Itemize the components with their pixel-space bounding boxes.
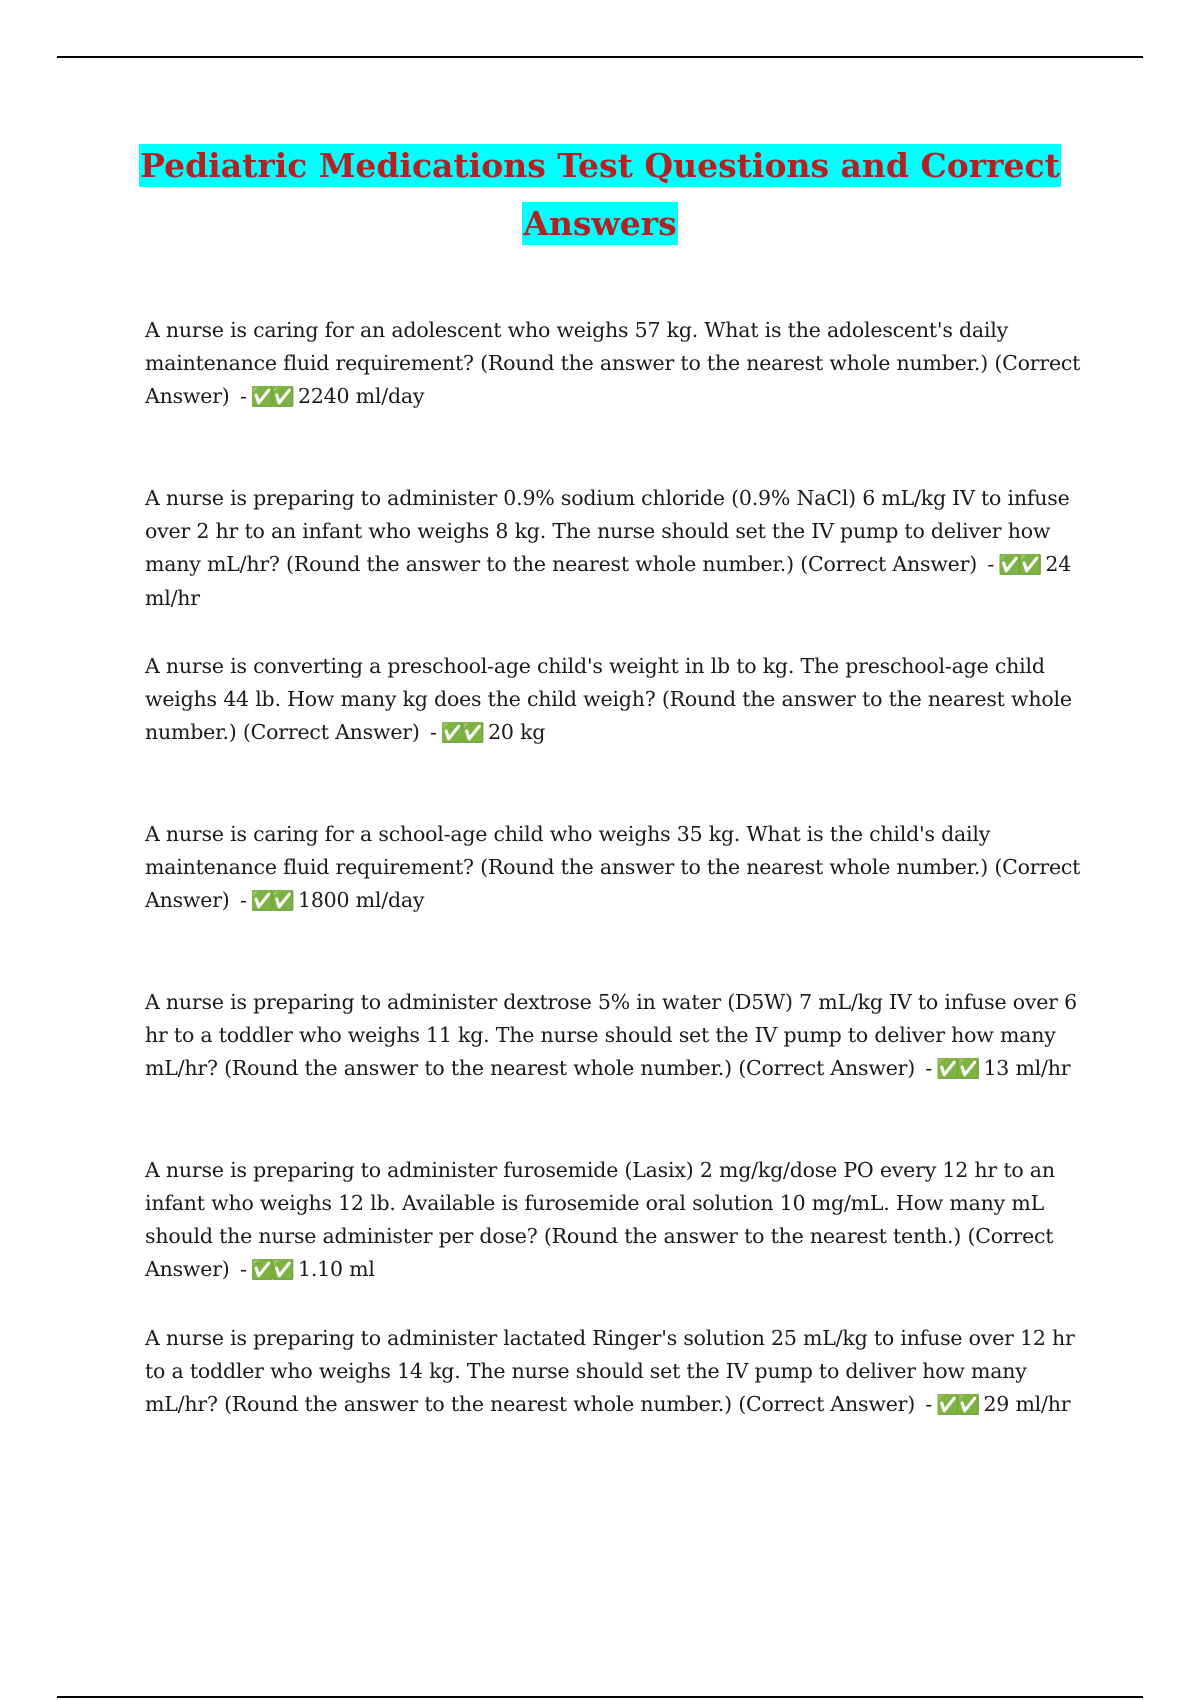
- question-item: [145, 818, 1100, 986]
- top-rule: [57, 56, 1143, 58]
- double-check-icon: ✅✅: [936, 1058, 978, 1080]
- double-check-icon: ✅✅: [440, 722, 483, 744]
- answer-separator: -: [925, 1392, 933, 1416]
- answer-text: 13 ml/hr: [983, 1056, 1071, 1080]
- question-text: A nurse is converting a preschool-age child's weight in lb to kg. The preschool-age child weighs 44 lb. How many kg does the child weigh? (Round the answer to the nearest whole number.) (Correct Answer): [145, 654, 1072, 744]
- answer-text: 29 ml/hr: [983, 1392, 1071, 1416]
- double-check-icon: ✅✅: [998, 554, 1040, 576]
- answer-separator: -: [430, 720, 437, 744]
- answer-separator: -: [987, 552, 995, 576]
- title-block: [100, 140, 1100, 256]
- answer-separator: -: [239, 1257, 247, 1281]
- answer-separator: -: [239, 888, 247, 912]
- double-check-icon: ✅✅: [936, 1394, 978, 1416]
- page-title: Pediatric Medications Test Questions and Correct Answers: [140, 146, 1060, 243]
- double-check-icon: ✅✅: [250, 1259, 292, 1281]
- answer-text: 1800 ml/day: [298, 888, 425, 912]
- answer-separator: -: [239, 384, 247, 408]
- question-text: A nurse is preparing to administer 0.9% sodium chloride (0.9% NaCl) 6 mL/kg IV to infuse over 2 hr to an infant who weighs 8 kg. The nurse should set the IV pump to deliver how many mL/hr? (Round the answer to the nearest whole number.) (Correct Answer): [145, 486, 1070, 576]
- answer-text: 2240 ml/day: [298, 384, 425, 408]
- question-item: [145, 314, 1100, 482]
- question-text: A nurse is preparing to administer lactated Ringer's solution 25 mL/kg to infuse over 12 hr to a toddler who weighs 14 kg. The nurse should set the IV pump to deliver how many mL/hr? (Round the answer to the nearest whole number.) (Correct Answer): [145, 1326, 1075, 1416]
- double-check-icon: ✅✅: [250, 386, 292, 408]
- question-text: A nurse is caring for an adolescent who weighs 57 kg. What is the adolescent's daily maintenance fluid requirement? (Round the answer to the nearest whole number.) (Correct Answer): [145, 318, 1081, 408]
- question-item: [145, 650, 1100, 818]
- answer-text: 24 ml/hr: [145, 552, 1072, 610]
- answer-text: 1.10 ml: [298, 1257, 375, 1281]
- answer-separator: -: [925, 1056, 933, 1080]
- question-text: A nurse is preparing to administer furosemide (Lasix) 2 mg/kg/dose PO every 12 hr to an infant who weighs 12 lb. Available is furosemide oral solution 10 mg/mL. How many mL should the nurse administer per dose? (Round the answer to the nearest tenth.) (Correct Answer): [145, 1158, 1055, 1281]
- answer-text: 20 kg: [488, 720, 546, 744]
- question-item: [145, 482, 1100, 650]
- question-item: [145, 1154, 1100, 1322]
- question-text: A nurse is preparing to administer dextrose 5% in water (D5W) 7 mL/kg IV to infuse over 6 hr to a toddler who weighs 11 kg. The nurse should set the IV pump to deliver how many mL/hr? (Round the answer to the nearest whole number.) (Correct Answer): [145, 990, 1077, 1080]
- question-list: [145, 314, 1100, 1490]
- double-check-icon: ✅✅: [250, 890, 292, 912]
- bottom-rule: [57, 1696, 1143, 1698]
- question-text: A nurse is caring for a school-age child who weighs 35 kg. What is the child's daily maintenance fluid requirement? (Round the answer to the nearest whole number.) (Correct Answer): [145, 822, 1081, 912]
- question-item: [145, 1322, 1100, 1490]
- question-item: [145, 986, 1100, 1154]
